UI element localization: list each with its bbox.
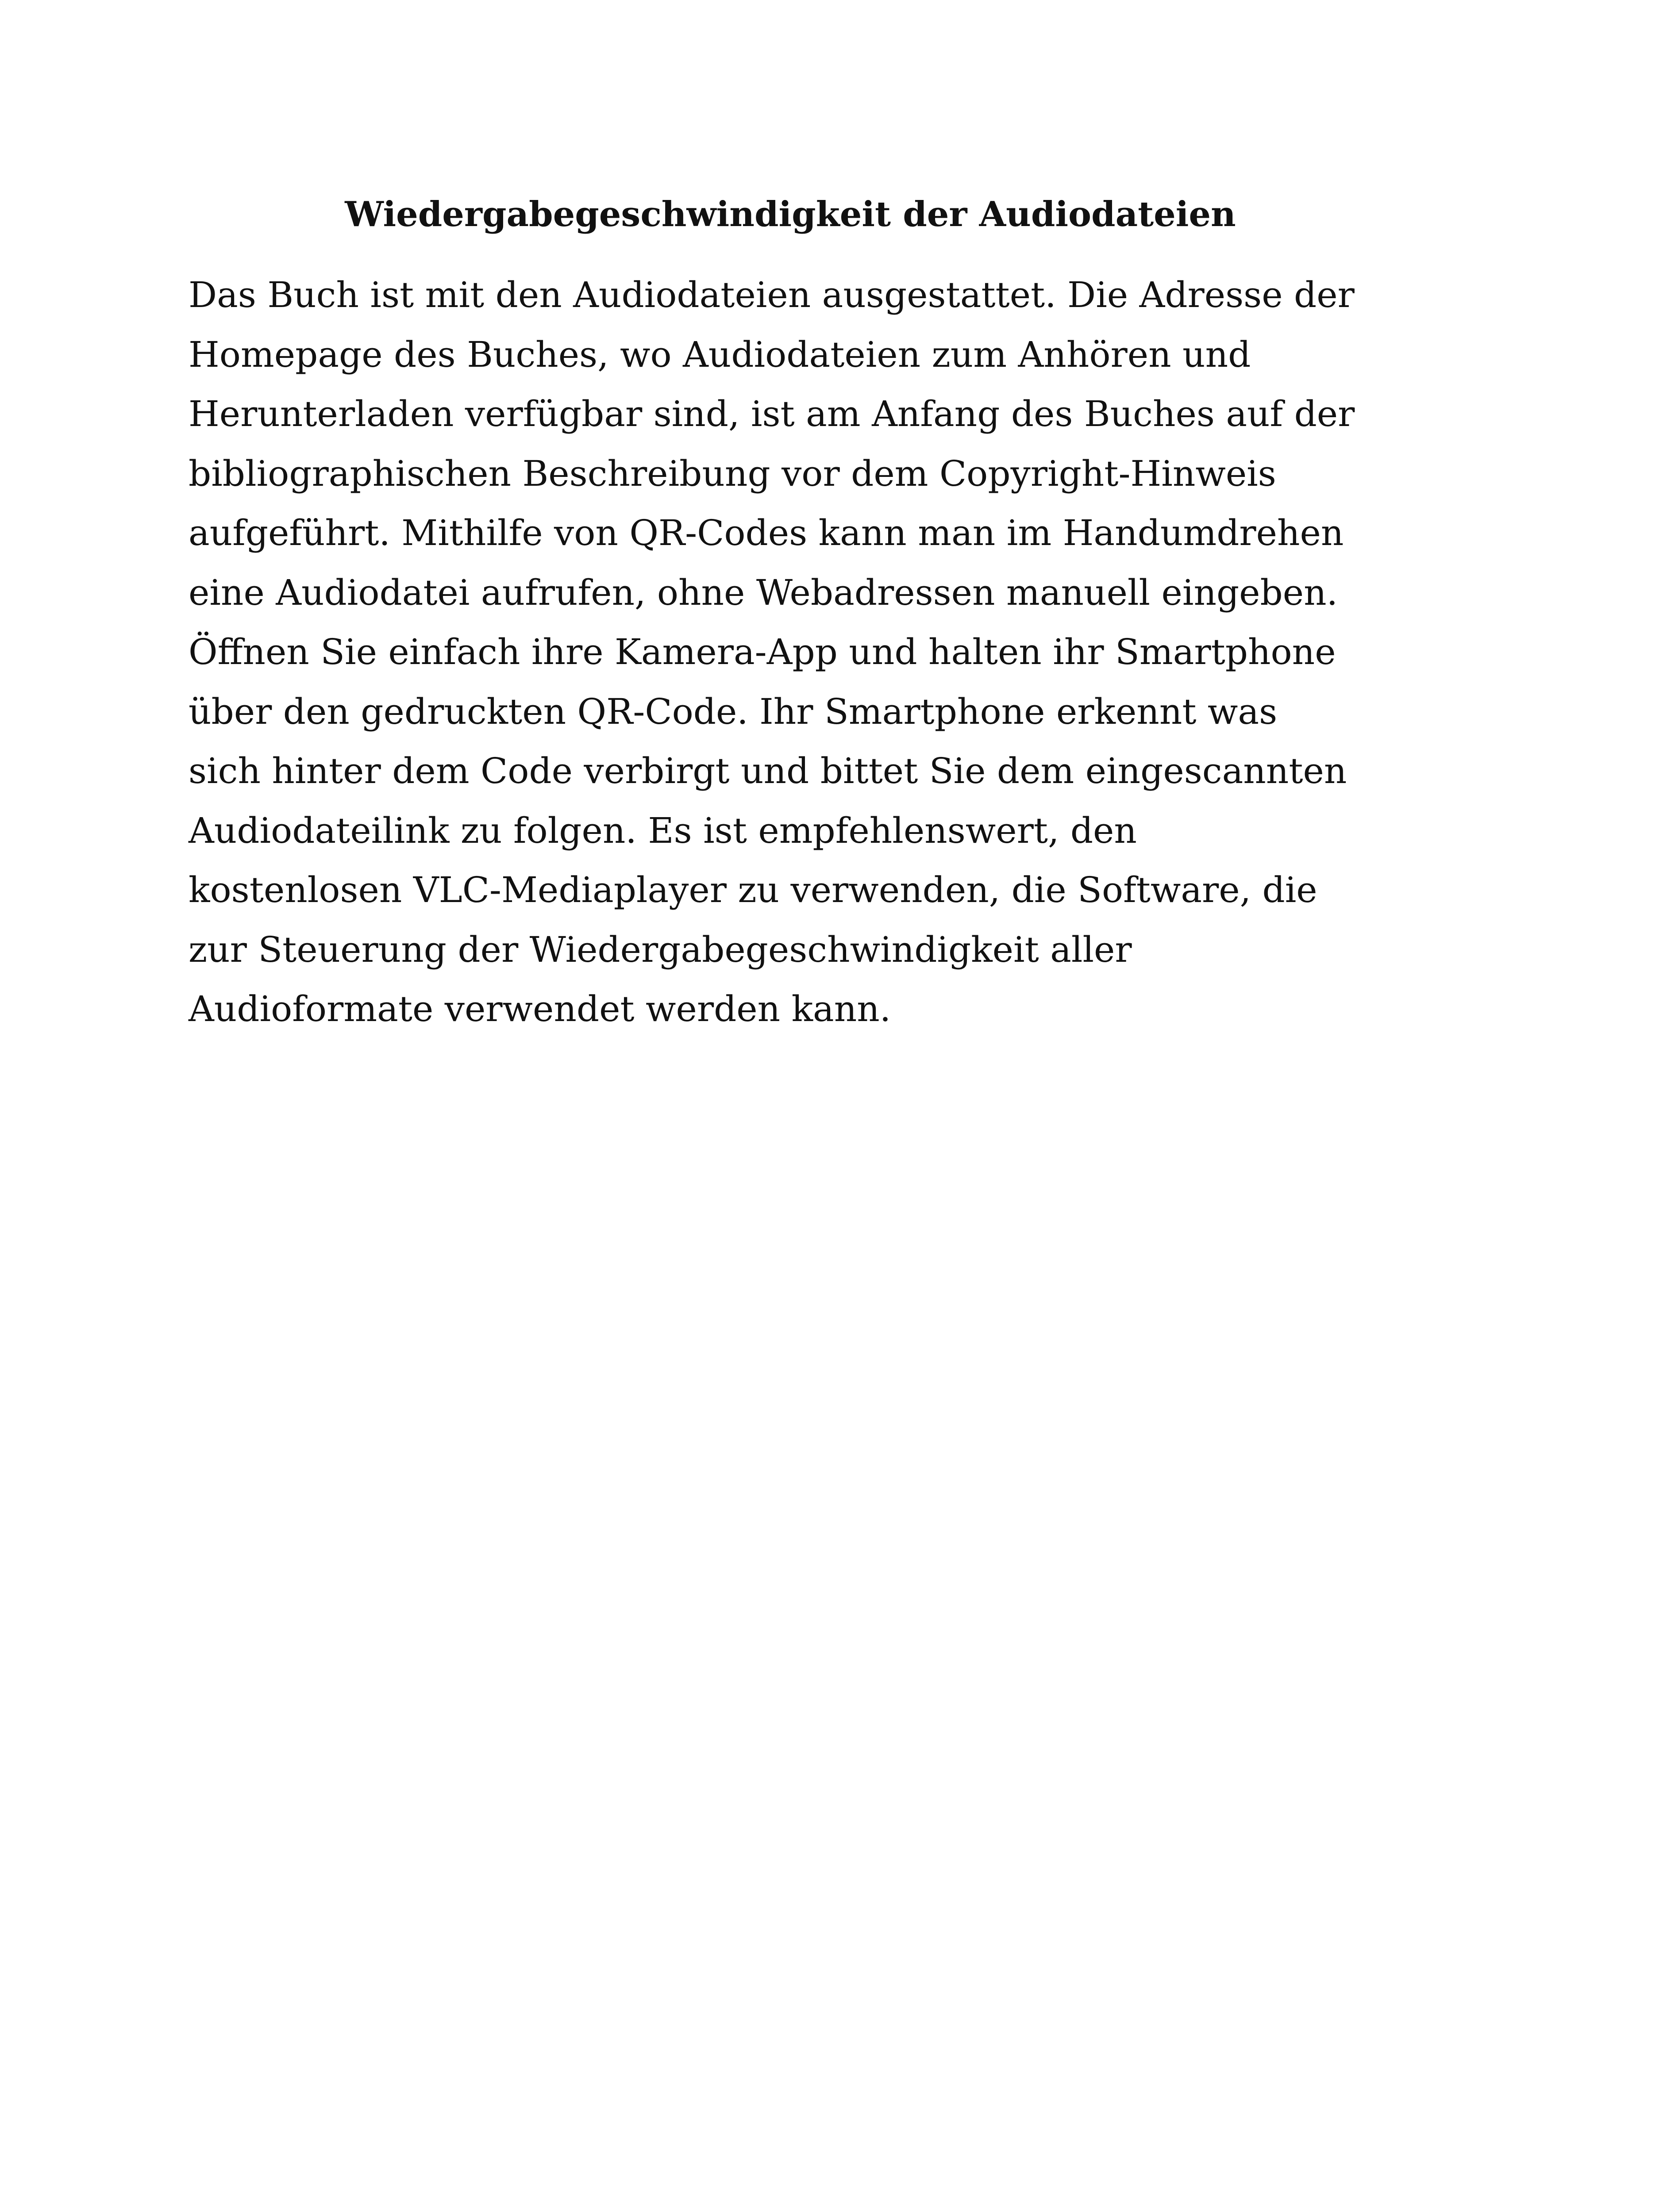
body-paragraph [189, 265, 1472, 1039]
paragraph-line: Audiodateilink zu folgen. Es ist empfehlenswert, den [189, 810, 1137, 851]
section-heading: Wiedergabegeschwindigkeit der Audiodateien [345, 194, 1236, 234]
paragraph-line: Homepage des Buches, wo Audiodateien zum Anhören und [189, 334, 1251, 375]
paragraph-line: Das Buch ist mit den Audiodateien ausgestattet. Die Adresse der [189, 274, 1355, 315]
paragraph-line: sich hinter dem Code verbirgt und bittet Sie dem eingescannten [189, 750, 1347, 791]
paragraph-line: Herunterladen verfügbar sind, ist am Anfang des Buches auf der [189, 393, 1355, 434]
paragraph-line: eine Audiodatei aufrufen, ohne Webadressen manuell eingeben. [189, 572, 1338, 613]
paragraph-line: Öffnen Sie einfach ihre Kamera-App und halten ihr Smartphone [189, 631, 1336, 672]
paragraph-line: bibliographischen Beschreibung vor dem Copyright-Hinweis [189, 453, 1276, 494]
paragraph-line: zur Steuerung der Wiedergabegeschwindigkeit aller [189, 929, 1132, 970]
paragraph-line: über den gedruckten QR-Code. Ihr Smartphone erkennt was [189, 691, 1278, 732]
paragraph-line: Audioformate verwendet werden kann. [189, 988, 891, 1029]
paragraph-line: kostenlosen VLC-Mediaplayer zu verwenden, die Software, die [189, 869, 1317, 910]
paragraph-line: aufgeführt. Mithilfe von QR-Codes kann man im Handumdrehen [189, 512, 1344, 553]
